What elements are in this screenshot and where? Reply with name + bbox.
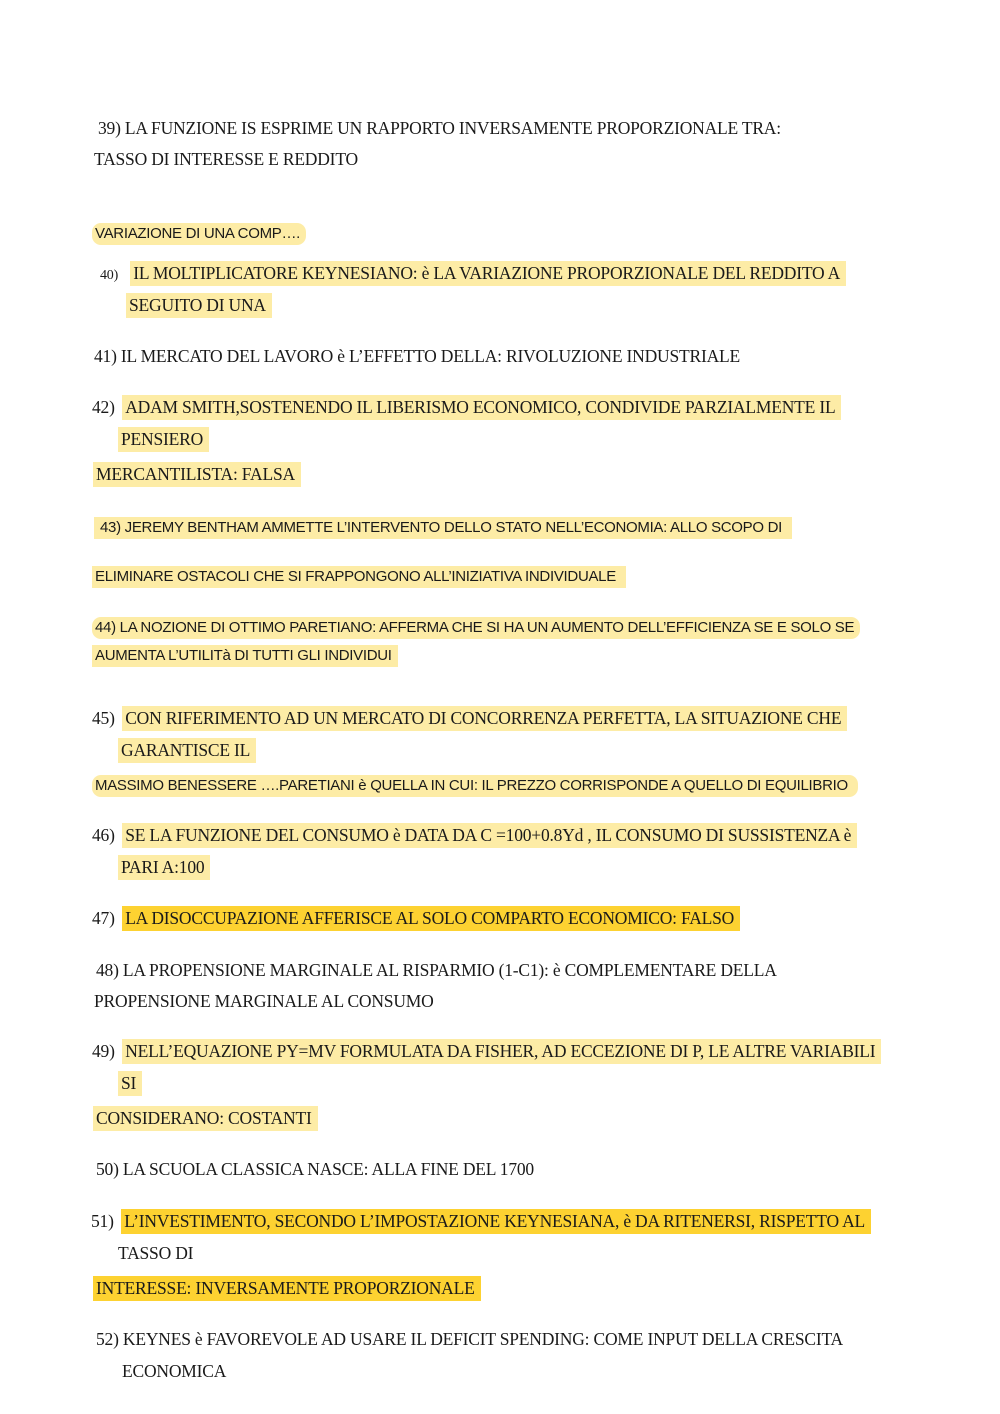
question-52-answer: ECONOMICA [122, 1361, 227, 1381]
question-50: 50) LA SCUOLA CLASSICA NASCE: ALLA FINE DEL 1700 [96, 1159, 534, 1179]
question-number: 45) [92, 708, 115, 728]
question-number: 39) [98, 118, 121, 138]
question-52: 52) KEYNES è FAVOREVOLE AD USARE IL DEFICIT SPENDING: COME INPUT DELLA CRESCITA [96, 1329, 843, 1349]
question-49 [92, 1043, 881, 1061]
question-42-answer: MERCANTILISTA: FALSA [93, 462, 301, 487]
question-number: 41) [94, 346, 117, 366]
question-42 [92, 399, 841, 417]
question-number: 49) [92, 1041, 115, 1061]
question-text: CON RIFERIMENTO AD UN MERCATO DI CONCORRENZA PERFETTA, LA SITUAZIONE CHE [122, 706, 847, 731]
question-text: L’INVESTIMENTO, SECONDO L’IMPOSTAZIONE KEYNESIANA, è DA RITENERSI, RISPETTO AL [121, 1209, 871, 1234]
question-40-answer: SEGUITO DI UNA [126, 293, 272, 318]
question-45-answer: MASSIMO BENESSERE ….PARETIANI è QUELLA IN CUI: IL PREZZO CORRISPONDE A QUELLO DI EQUILIBRIO [92, 775, 858, 797]
margin-note: VARIAZIONE DI UNA COMP…. [92, 223, 306, 245]
question-text: SE LA FUNZIONE DEL CONSUMO è DATA DA C =100+0.8Yd , IL CONSUMO DI SUSSISTENZA è [122, 823, 857, 848]
question-39 [98, 120, 781, 138]
question-51 [91, 1213, 871, 1231]
question-43: 43) JEREMY BENTHAM AMMETTE L’INTERVENTO DELLO STATO NELL’ECONOMIA: ALLO SCOPO DI [94, 517, 792, 539]
question-text: IL MERCATO DEL LAVORO è L’EFFETTO DELLA: RIVOLUZIONE INDUSTRIALE [120, 346, 741, 366]
question-51-continuation: TASSO DI [118, 1243, 194, 1263]
question-48: 48) LA PROPENSIONE MARGINALE AL RISPARMIO (1-C1): è COMPLEMENTARE DELLA [96, 960, 777, 980]
question-text: ADAM SMITH,SOSTENENDO IL LIBERISMO ECONOMICO, CONDIVIDE PARZIALMENTE IL [122, 395, 841, 420]
question-42-continuation: PENSIERO [118, 427, 209, 452]
question-45 [92, 710, 847, 728]
question-51-answer: INTERESSE: INVERSAMENTE PROPORZIONALE [93, 1276, 481, 1301]
question-number: 40) [100, 268, 119, 283]
question-46 [92, 827, 857, 845]
question-47 [92, 910, 740, 928]
question-49-answer: CONSIDERANO: COSTANTI [93, 1106, 318, 1131]
question-40 [100, 265, 846, 283]
question-43-answer: ELIMINARE OSTACOLI CHE SI FRAPPONGONO ALL’INIZIATIVA INDIVIDUALE [92, 566, 626, 588]
question-46-answer: PARI A:100 [118, 855, 210, 880]
question-text: NELL’EQUAZIONE PY=MV FORMULATA DA FISHER, AD ECCEZIONE DI P, LE ALTRE VARIABILI [122, 1039, 881, 1064]
question-number: 47) [92, 908, 115, 928]
question-39-answer: TASSO DI INTERESSE E REDDITO [94, 149, 358, 169]
question-text: IL MOLTIPLICATORE KEYNESIANO: è LA VARIAZIONE PROPORZIONALE DEL REDDITO A [130, 261, 846, 286]
question-41 [94, 348, 740, 366]
question-45-continuation: GARANTISCE IL [118, 738, 256, 763]
question-number: 51) [91, 1211, 114, 1231]
question-number: 42) [92, 397, 115, 417]
question-text: LA FUNZIONE IS ESPRIME UN RAPPORTO INVERSAMENTE PROPORZIONALE TRA: [124, 118, 781, 138]
question-text: LA DISOCCUPAZIONE AFFERISCE AL SOLO COMPARTO ECONOMICO: FALSO [122, 906, 740, 931]
question-44-answer: AUMENTA L’UTILITà DI TUTTI GLI INDIVIDUI [92, 645, 398, 667]
question-49-continuation: SI [118, 1071, 142, 1096]
question-44: 44) LA NOZIONE DI OTTIMO PARETIANO: AFFERMA CHE SI HA UN AUMENTO DELL’EFFICIENZA SE E SOLO SE [92, 617, 860, 639]
question-number: 46) [92, 825, 115, 845]
question-48-answer: PROPENSIONE MARGINALE AL CONSUMO [94, 991, 434, 1011]
